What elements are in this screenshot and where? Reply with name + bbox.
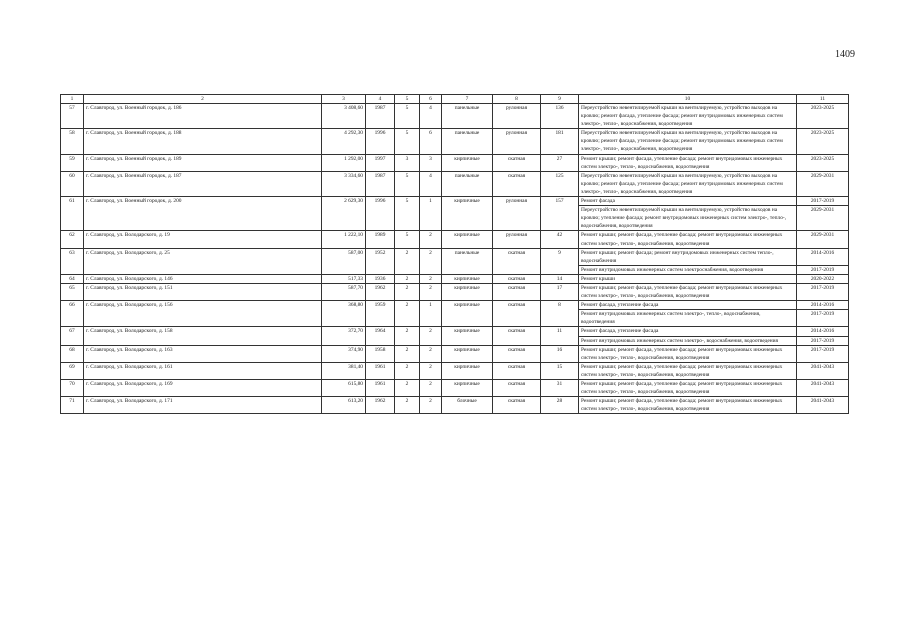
column-number: 1: [61, 95, 84, 104]
column-number: 8: [493, 95, 541, 104]
table-row: [61, 197, 849, 206]
roof-type: рулонная: [493, 129, 541, 154]
work-period: 2014-2016: [797, 327, 849, 336]
total-area: 4 292,30: [322, 129, 366, 154]
wall-material: кирпичные: [442, 274, 493, 283]
year-built: 1961: [366, 380, 395, 397]
entrance-count: 2: [420, 283, 442, 300]
work-period: 2017-2019: [797, 345, 849, 362]
table-row: [61, 283, 849, 300]
row-number: 60: [61, 171, 84, 196]
row-number: 59: [61, 154, 84, 171]
table-row: [61, 154, 849, 171]
entrance-count: 2: [420, 380, 442, 397]
house-address: г. Славгород, ул. Военный городок, д. 186: [84, 104, 322, 129]
roof-type: скатная: [493, 248, 541, 274]
roof-type: скатная: [493, 301, 541, 327]
roof-type: скатная: [493, 345, 541, 362]
work-period: 2020-2022: [797, 274, 849, 283]
column-number-row: [61, 95, 849, 104]
table-row: [61, 104, 849, 129]
work-description: Ремонт крыши; ремонт фасада; ремонт внутридомовых инженерных систем тепло-, водоснабжения: [579, 248, 797, 265]
column-number: 6: [420, 95, 442, 104]
page-number: 1409: [835, 49, 855, 60]
table-row: [61, 248, 849, 265]
house-address: г. Славгород, ул. Володарского, д. 25: [84, 248, 322, 274]
work-description: Переустройство невентилируемой крыши на вентилируемую, устройство выходов на кровлю; ремонт фасада, утепление фасада; ремонт внутридомовых инженерных систем электро-, тепло-, водоснабжения, водоотведения: [579, 129, 797, 154]
resident-count: 157: [541, 197, 579, 231]
row-number: 63: [61, 248, 84, 274]
work-period: 2029-2031: [797, 171, 849, 196]
row-number: 65: [61, 283, 84, 300]
row-number: 70: [61, 380, 84, 397]
floor-count: 5: [395, 197, 420, 231]
floor-count: 2: [395, 283, 420, 300]
floor-count: 3: [395, 154, 420, 171]
wall-material: кирпичные: [442, 327, 493, 345]
row-number: 68: [61, 345, 84, 362]
floor-count: 5: [395, 171, 420, 196]
entrance-count: 1: [420, 197, 442, 231]
house-address: г. Славгород, ул. Володарского, д. 19: [84, 231, 322, 248]
entrance-count: 6: [420, 129, 442, 154]
resident-count: 125: [541, 171, 579, 196]
house-address: г. Славгород, ул. Военный городок, д. 188: [84, 129, 322, 154]
work-description: Переустройство невентилируемой крыши на вентилируемую, устройство выходов на кровлю; ремонт фасада, утепление фасада; ремонт внутридомовых инженерных систем электро-, тепло-, водоснабжения, водоотведения: [579, 171, 797, 196]
year-built: 1997: [366, 154, 395, 171]
row-number: 62: [61, 231, 84, 248]
resident-count: 16: [541, 345, 579, 362]
resident-count: 136: [541, 104, 579, 129]
row-number: 69: [61, 362, 84, 379]
year-built: 1987: [366, 171, 395, 196]
floor-count: 2: [395, 274, 420, 283]
year-built: 1962: [366, 397, 395, 414]
work-description: Ремонт крыши; ремонт фасада, утепление фасада; ремонт внутридомовых инженерных систем электро-, тепло-, водоснабжения, водоотведения: [579, 345, 797, 362]
resident-count: 8: [541, 301, 579, 327]
column-number: 10: [579, 95, 797, 104]
column-number: 3: [322, 95, 366, 104]
roof-type: скатная: [493, 397, 541, 414]
entrance-count: 1: [420, 301, 442, 327]
entrance-count: 4: [420, 104, 442, 129]
year-built: 1987: [366, 104, 395, 129]
total-area: 368,80: [322, 301, 366, 327]
work-description: Переустройство невентилируемой крыши на вентилируемую, устройство выходов на кровлю; утепление фасада; ремонт внутридомовых инженерных систем электро-, тепло-, водоснабжения, водоотведения: [579, 206, 797, 231]
work-period: 2041-2043: [797, 380, 849, 397]
entrance-count: 4: [420, 171, 442, 196]
year-built: 1989: [366, 231, 395, 248]
work-description: Ремонт фасада, утепление фасада: [579, 301, 797, 310]
wall-material: панельные: [442, 104, 493, 129]
wall-material: кирпичные: [442, 154, 493, 171]
wall-material: кирпичные: [442, 301, 493, 327]
row-number: 61: [61, 197, 84, 231]
roof-type: скатная: [493, 380, 541, 397]
row-number: 64: [61, 274, 84, 283]
entrance-count: 2: [420, 231, 442, 248]
entrance-count: 2: [420, 327, 442, 345]
work-description: Ремонт внутридомовых инженерных систем электро-, тепло-, водоснабжения, водоотведения: [579, 310, 797, 327]
house-address: г. Славгород, ул. Володарского, д. 161: [84, 362, 322, 379]
roof-type: скатная: [493, 283, 541, 300]
floor-count: 2: [395, 380, 420, 397]
roof-type: рулонная: [493, 104, 541, 129]
total-area: 587,70: [322, 283, 366, 300]
roof-type: скатная: [493, 274, 541, 283]
resident-count: 42: [541, 231, 579, 248]
roof-type: рулонная: [493, 197, 541, 231]
house-address: г. Славгород, ул. Володарского, д. 146: [84, 274, 322, 283]
table-row: [61, 129, 849, 154]
year-built: 1996: [366, 197, 395, 231]
house-address: г. Славгород, ул. Володарского, д. 151: [84, 283, 322, 300]
table-row: [61, 231, 849, 248]
table-row: [61, 380, 849, 397]
work-period: 2017-2019: [797, 336, 849, 345]
work-period: 2017-2019: [797, 283, 849, 300]
total-area: 587,00: [322, 248, 366, 274]
row-number: 57: [61, 104, 84, 129]
work-description: Ремонт крыши; ремонт фасада, утепление фасада; ремонт внутридомовых инженерных систем электро-, тепло-, водоснабжения, водоотведения: [579, 362, 797, 379]
wall-material: панельные: [442, 129, 493, 154]
total-area: 381,40: [322, 362, 366, 379]
house-address: г. Славгород, ул. Военный городок, д. 187: [84, 171, 322, 196]
work-description: Ремонт крыши; ремонт фасада, утепление фасада; ремонт внутридомовых инженерных систем электро-, тепло-, водоснабжения, водоотведения: [579, 380, 797, 397]
work-description: Ремонт крыши; ремонт фасада, утепление фасада; ремонт внутридомовых инженерных систем электро-, тепло-, водоснабжения, водоотведения: [579, 154, 797, 171]
column-number: 4: [366, 95, 395, 104]
wall-material: блочные: [442, 397, 493, 414]
house-address: г. Славгород, ул. Володарского, д. 169: [84, 380, 322, 397]
resident-count: 28: [541, 397, 579, 414]
row-number: 66: [61, 301, 84, 327]
wall-material: кирпичные: [442, 231, 493, 248]
work-description: Ремонт фасада: [579, 197, 797, 206]
work-description: Ремонт внутридомовых инженерных систем электро-, водоснабжения, водоотведения: [579, 336, 797, 345]
roof-type: скатная: [493, 171, 541, 196]
wall-material: кирпичные: [442, 345, 493, 362]
total-area: 1 292,00: [322, 154, 366, 171]
floor-count: 5: [395, 129, 420, 154]
column-number: 7: [442, 95, 493, 104]
resident-count: 14: [541, 274, 579, 283]
work-period: 2017-2019: [797, 265, 849, 274]
house-address: г. Славгород, ул. Володарского, д. 163: [84, 345, 322, 362]
roof-type: скатная: [493, 362, 541, 379]
resident-count: 15: [541, 362, 579, 379]
resident-count: 181: [541, 129, 579, 154]
entrance-count: 2: [420, 362, 442, 379]
total-area: 613,20: [322, 397, 366, 414]
resident-count: 11: [541, 327, 579, 345]
work-period: 2029-2031: [797, 231, 849, 248]
work-period: 2017-2019: [797, 197, 849, 206]
resident-count: 9: [541, 248, 579, 274]
year-built: 1959: [366, 301, 395, 327]
row-number: 58: [61, 129, 84, 154]
work-description: Ремонт внутридомовых инженерных систем электроснабжения, водоотведения: [579, 265, 797, 274]
work-period: 2023-2025: [797, 104, 849, 129]
column-number: 9: [541, 95, 579, 104]
total-area: 372,70: [322, 327, 366, 345]
year-built: 1961: [366, 362, 395, 379]
year-built: 1936: [366, 274, 395, 283]
wall-material: кирпичные: [442, 362, 493, 379]
work-period: 2041-2043: [797, 362, 849, 379]
table-row: [61, 345, 849, 362]
table-row: [61, 274, 849, 283]
work-period: 2029-2031: [797, 206, 849, 231]
column-number: 5: [395, 95, 420, 104]
total-area: 3 408,60: [322, 104, 366, 129]
floor-count: 2: [395, 345, 420, 362]
entrance-count: 3: [420, 154, 442, 171]
column-number: 2: [84, 95, 322, 104]
total-area: 615,80: [322, 380, 366, 397]
roof-type: скатная: [493, 154, 541, 171]
floor-count: 2: [395, 301, 420, 327]
year-built: 1964: [366, 327, 395, 345]
house-address: г. Славгород, ул. Володарского, д. 158: [84, 327, 322, 345]
roof-type: скатная: [493, 327, 541, 345]
year-built: 1952: [366, 248, 395, 274]
roof-type: рулонная: [493, 231, 541, 248]
wall-material: кирпичные: [442, 380, 493, 397]
floor-count: 2: [395, 327, 420, 345]
table-row: [61, 397, 849, 414]
floor-count: 5: [395, 231, 420, 248]
resident-count: 17: [541, 283, 579, 300]
work-description: Ремонт фасада, утепление фасада: [579, 327, 797, 336]
wall-material: панельные: [442, 248, 493, 274]
total-area: 517,33: [322, 274, 366, 283]
work-period: 2023-2025: [797, 129, 849, 154]
column-number: 11: [797, 95, 849, 104]
row-number: 67: [61, 327, 84, 345]
wall-material: панельные: [442, 171, 493, 196]
work-description: Ремонт крыши; ремонт фасада, утепление фасада; ремонт внутридомовых инженерных систем электро-, тепло-, водоснабжения, водоотведения: [579, 231, 797, 248]
entrance-count: 2: [420, 345, 442, 362]
table-row: [61, 362, 849, 379]
year-built: 1996: [366, 129, 395, 154]
resident-count: 31: [541, 380, 579, 397]
entrance-count: 2: [420, 397, 442, 414]
floor-count: 2: [395, 248, 420, 274]
entrance-count: 2: [420, 274, 442, 283]
house-address: г. Славгород, ул. Володарского, д. 171: [84, 397, 322, 414]
house-address: г. Славгород, ул. Военный городок, д. 200: [84, 197, 322, 231]
house-address: г. Славгород, ул. Военный городок, д. 189: [84, 154, 322, 171]
work-description: Переустройство невентилируемой крыши на вентилируемую, устройство выходов на кровлю; ремонт фасада, утепление фасада; ремонт внутридомовых инженерных систем электро-, тепло-, водоснабжения, водоотведения: [579, 104, 797, 129]
entrance-count: 2: [420, 248, 442, 274]
floor-count: 2: [395, 397, 420, 414]
floor-count: 2: [395, 362, 420, 379]
table-row: [61, 301, 849, 310]
work-period: 2023-2025: [797, 154, 849, 171]
wall-material: кирпичные: [442, 197, 493, 231]
row-number: 71: [61, 397, 84, 414]
housing-repair-table: [60, 94, 849, 414]
table-row: [61, 327, 849, 336]
total-area: 3 334,60: [322, 171, 366, 196]
year-built: 1958: [366, 345, 395, 362]
house-address: г. Славгород, ул. Володарского, д. 156: [84, 301, 322, 327]
year-built: 1962: [366, 283, 395, 300]
resident-count: 27: [541, 154, 579, 171]
table-row: [61, 171, 849, 196]
wall-material: кирпичные: [442, 283, 493, 300]
work-description: Ремонт крыши: [579, 274, 797, 283]
work-period: 2041-2043: [797, 397, 849, 414]
total-area: 2 629,30: [322, 197, 366, 231]
total-area: 1 222,10: [322, 231, 366, 248]
work-period: 2014-2016: [797, 301, 849, 310]
floor-count: 5: [395, 104, 420, 129]
total-area: 374,90: [322, 345, 366, 362]
work-period: 2017-2019: [797, 310, 849, 327]
work-period: 2014-2016: [797, 248, 849, 265]
work-description: Ремонт крыши; ремонт фасада, утепление фасада; ремонт внутридомовых инженерных систем электро-, тепло-, водоснабжения, водоотведения: [579, 397, 797, 414]
work-description: Ремонт крыши; ремонт фасада, утепление фасада; ремонт внутридомовых инженерных систем электро-, тепло-, водоснабжения, водоотведения: [579, 283, 797, 300]
